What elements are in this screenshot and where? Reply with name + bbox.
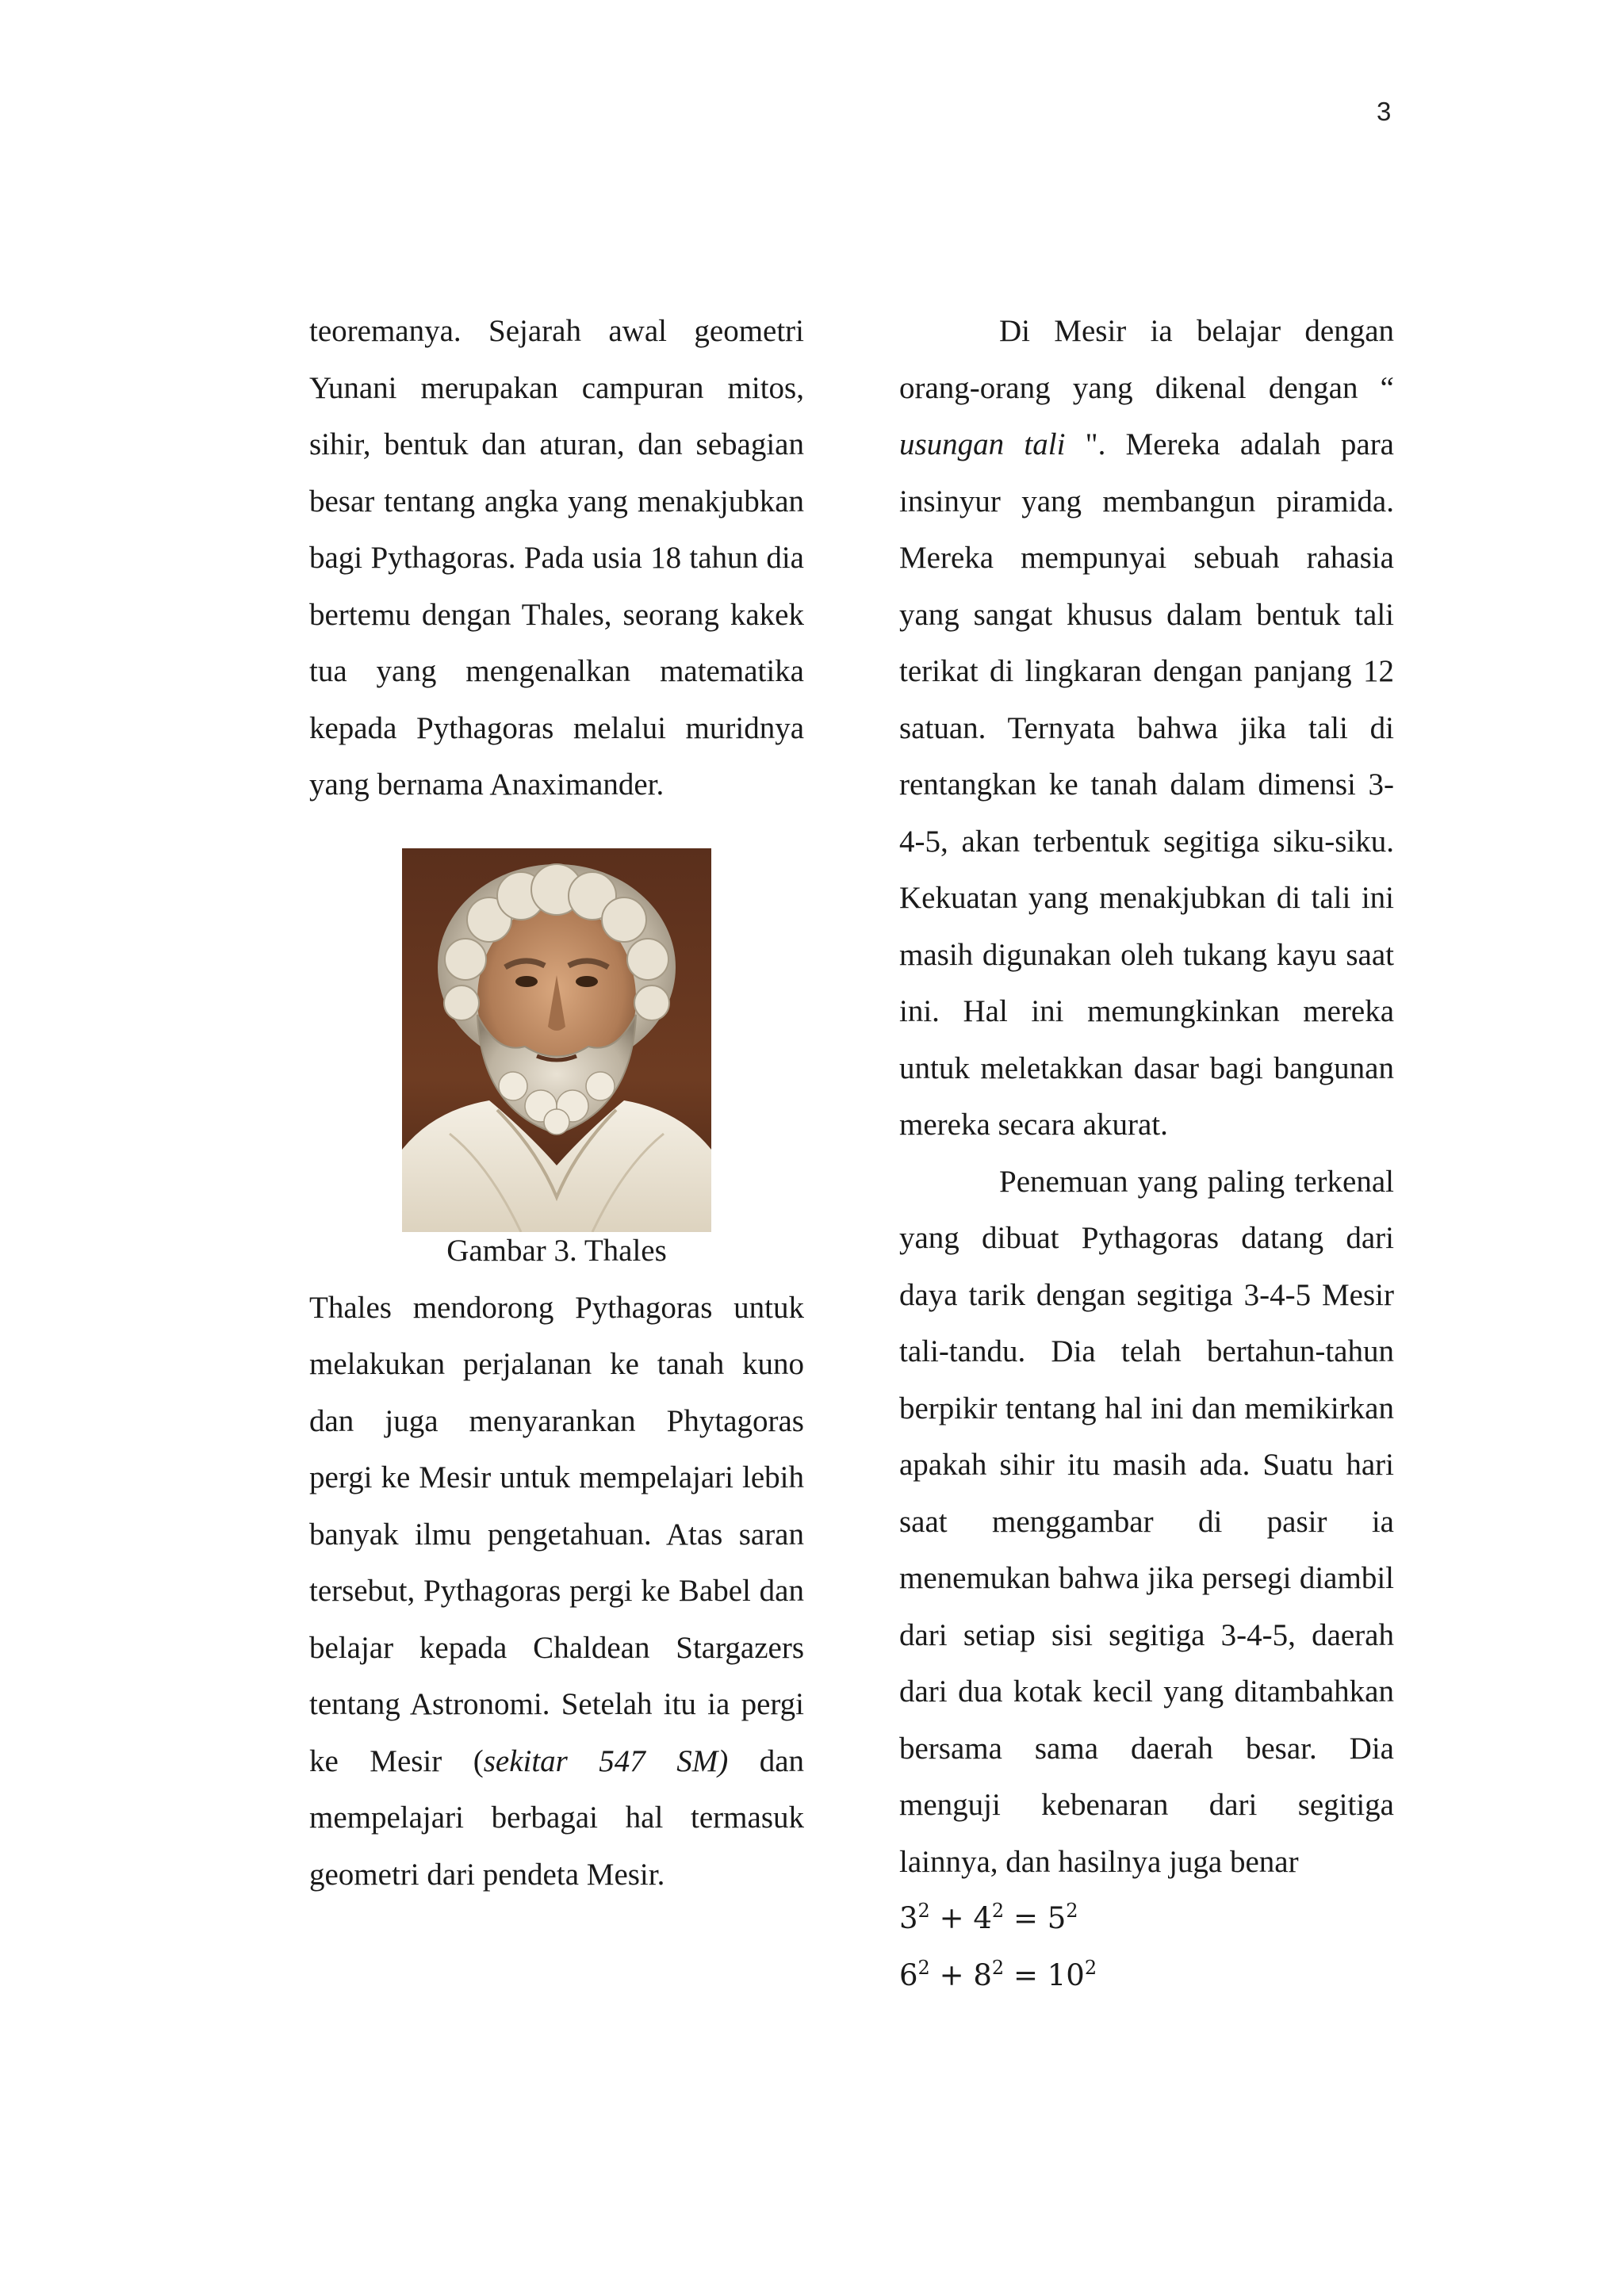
right-paragraph-1-text-a: Di Mesir ia belajar dengan orang-orang yang dikenal dengan “ xyxy=(899,314,1394,405)
right-paragraph-1-text-b: ". Mereka adalah para insinyur yang membangun piramida. Mereka mempunyai sebuah rahasia yang sangat khusus dalam bentuk tali terikat di lingkaran dengan panjang 12 satuan. Ternyata bahwa jika tali di rentangkan ke tanah dalam dimensi 3-4-5, akan terbentuk segitiga siku-siku. Kekuatan yang menakjubkan di tali ini masih digunakan oleh tukang kayu saat ini. Hal ini memungkinkan mereka untuk meletakkan dasar bagi bangunan mereka secara akurat. xyxy=(899,427,1394,1142)
equation-1-c-exp: 2 xyxy=(1066,1900,1078,1922)
equation-2-equals: = xyxy=(1013,1958,1038,1992)
left-column xyxy=(309,303,804,1903)
left-paragraph-2-text-b: dan mempelajari berbagai hal termasuk geometri dari pendeta Mesir. xyxy=(309,1743,804,1892)
equation-2-c: 10 xyxy=(1047,1958,1085,1992)
right-paragraph-2: Penemuan yang paling terkenal yang dibuat Pythagoras datang dari daya tarik dengan segitiga 3-4-5 Mesir tali-tandu. Dia telah bertahun-tahun berpikir tentang hal ini dan memikirkan apakah sihir itu masih ada. Suatu hari saat menggambar di pasir ia menemukan bahwa jika persegi diambil dari setiap sisi segitiga 3-4-5, daerah dari dua kotak kecil yang ditambahkan bersama sama daerah besar. Dia menguji kebenaran dari segitiga lainnya, dan hasilnya juga benar xyxy=(899,1164,1394,1879)
figure-thales xyxy=(309,848,804,1280)
left-paragraph-2-italic: sekitar 547 SM) xyxy=(483,1743,729,1778)
equation-2-b-exp: 2 xyxy=(991,1957,1005,1979)
figure-caption: Gambar 3. Thales xyxy=(446,1233,667,1268)
left-paragraph-1: teoremanya. Sejarah awal geometri Yunani merupakan campuran mitos, sihir, bentuk dan aturan, dan sebagian besar tentang angka yang menakjubkan bagi Pythagoras. Pada usia 18 tahun dia bertemu dengan Thales, seorang kakek tua yang mengenalkan matematika kepada Pythagoras melalui muridnya yang bernama Anaximander. xyxy=(309,314,804,802)
equation-1-a: 3 xyxy=(899,1901,918,1935)
left-paragraph-2 xyxy=(309,1280,804,1904)
equation-1-a-exp: 2 xyxy=(917,1900,930,1922)
equation-2-c-exp: 2 xyxy=(1084,1957,1097,1979)
thales-portrait-image xyxy=(402,848,711,1232)
equation-1-equals: = xyxy=(1013,1901,1038,1935)
equation-2-plus: + xyxy=(939,1958,964,1992)
page-number: 3 xyxy=(1377,97,1392,126)
right-paragraph-1 xyxy=(899,303,1394,1154)
equation-1-c: 5 xyxy=(1047,1901,1067,1935)
equation-2 xyxy=(899,1947,1394,2004)
equation-1-b-exp: 2 xyxy=(991,1900,1005,1922)
equation-1-plus: + xyxy=(939,1901,964,1935)
equation-2-b: 8 xyxy=(973,1958,992,1992)
left-paragraph-2-text-a: Thales mendorong Pythagoras untuk melakukan perjalanan ke tanah kuno dan juga menyarankan Phytagoras pergi ke Mesir untuk mempelajari lebih banyak ilmu pengetahuan. Atas saran tersebut, Pythagoras pergi ke Babel dan belajar kepada Chaldean Stargazers tentang Astronomi. Setelah itu ia pergi ke Mesir ( xyxy=(309,1290,804,1778)
right-paragraph-1-italic: usungan tali xyxy=(899,427,1066,461)
right-column xyxy=(899,303,1394,2004)
equation-1 xyxy=(899,1890,1394,1947)
equation-1-b: 4 xyxy=(973,1901,992,1935)
equation-2-a: 6 xyxy=(899,1958,918,1992)
equation-2-a-exp: 2 xyxy=(917,1957,930,1979)
